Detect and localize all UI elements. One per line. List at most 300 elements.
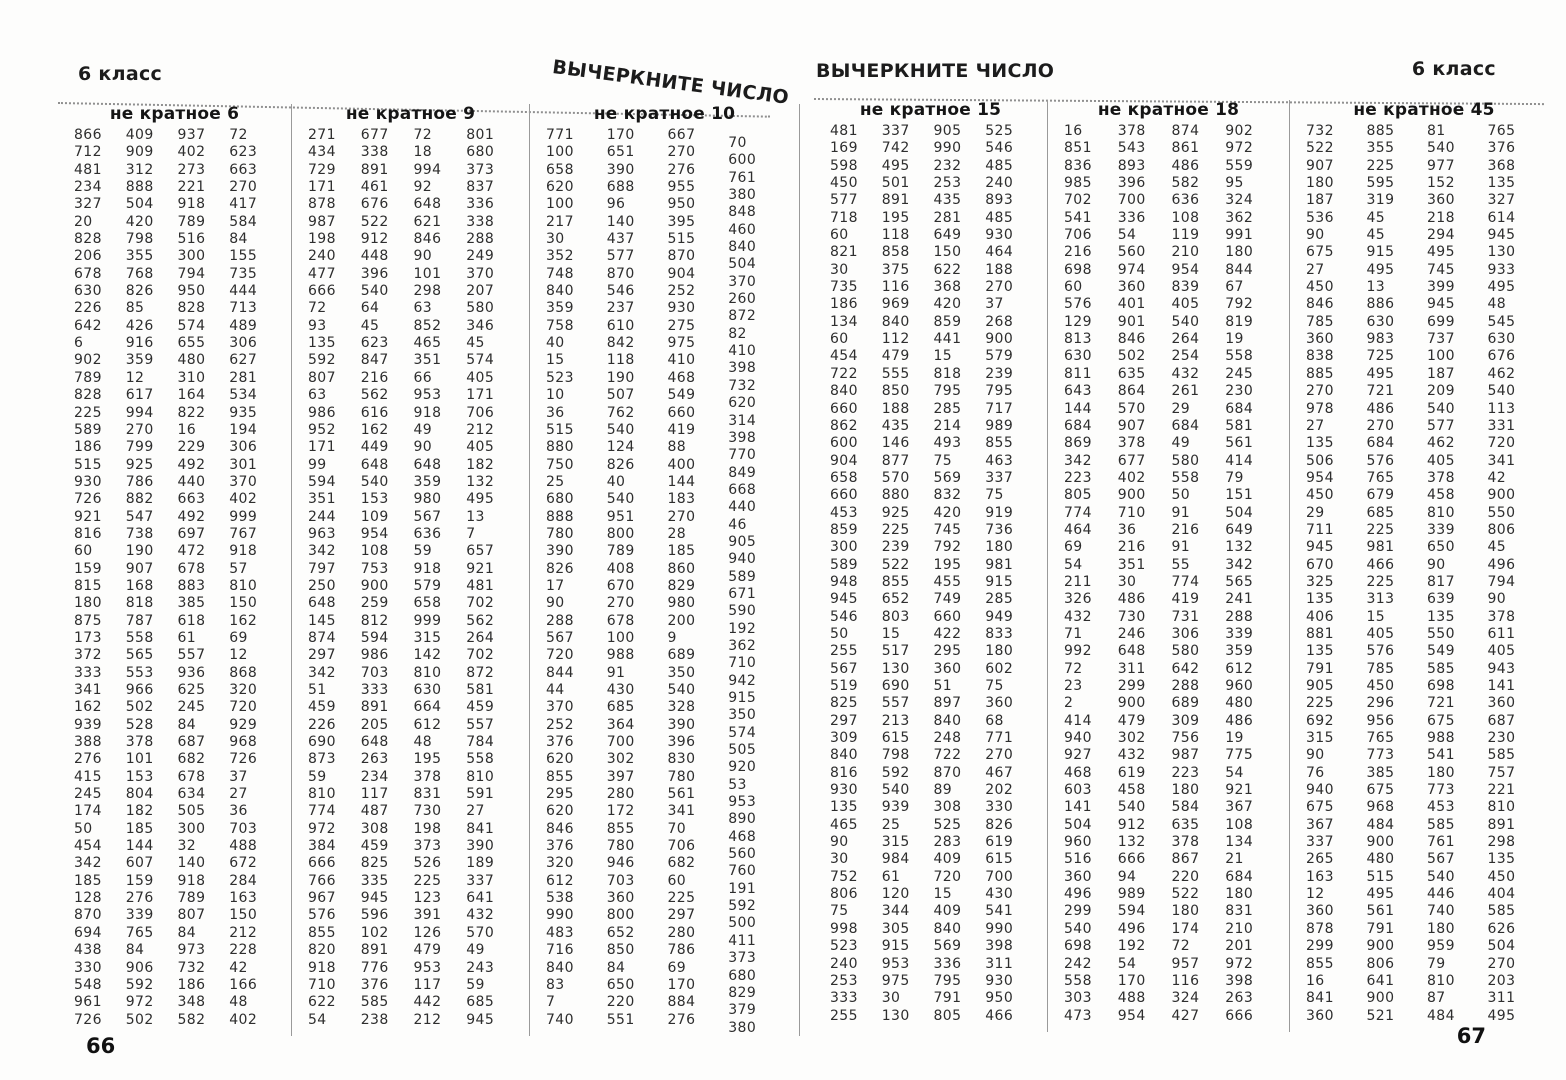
number-cell: 243 [466,959,495,976]
number-cell: 525 [933,816,962,833]
number-cell: 264 [466,629,495,646]
number-cell: 522 [360,213,389,230]
number-cell: 210 [1171,244,1200,261]
number-cell: 270 [985,747,1014,764]
number-cell: 330 [985,799,1014,816]
number-cell: 185 [667,543,696,560]
number-cell: 540 [667,682,696,698]
number-cell: 768 [125,265,154,282]
number-cell: 780 [667,768,696,785]
number-cell: 69 [667,959,687,976]
number-cell: 162 [360,421,389,438]
number-cell: 880 [546,439,574,456]
number-cell: 186 [177,976,206,993]
number-cell: 915 [728,690,757,706]
number-cell: 682 [177,751,206,768]
number-cell: 757 [1487,764,1516,781]
number-cell: 664 [413,699,442,716]
number-cell: 730 [413,803,442,820]
number-cell: 180 [1427,920,1455,937]
number-cell: 904 [667,265,696,282]
number-cell: 515 [74,456,102,473]
number-cell: 30 [546,231,565,248]
number-cell: 506 [1306,452,1334,469]
number-cell: 70 [728,135,747,151]
number-cell: 684 [1064,417,1092,434]
number-cell: 550 [1427,625,1455,642]
number-cell: 342 [1064,452,1092,469]
number-cell: 180 [1225,244,1254,261]
number-cell: 840 [881,313,910,330]
number-cell: 725 [1366,348,1395,365]
number-cell: 337 [1306,834,1334,851]
number-cell: 352 [546,248,574,265]
number-cell: 698 [1427,678,1455,694]
number-cell: 216 [1117,539,1146,556]
number-cell: 774 [1064,504,1092,521]
number-cell: 980 [667,595,696,612]
number-cell: 466 [1366,556,1395,573]
page-number: 66 [86,1034,116,1058]
number-cell: 87 [1427,990,1446,1007]
number-cell: 658 [830,469,858,486]
number-cell: 946 [606,855,635,872]
number-cell: 672 [229,855,258,872]
number-cell: 988 [606,647,635,664]
number-cell: 786 [125,473,154,490]
number-cell: 75 [830,903,849,920]
number-cell: 496 [1487,556,1516,573]
number-cell: 30 [830,851,849,868]
number-cell: 712 [74,144,102,161]
number-cell: 486 [1366,400,1395,417]
number-cell: 83 [546,976,565,993]
number-cell: 752 [830,868,858,885]
number-cell: 480 [177,352,206,369]
number-cell: 59 [413,543,433,560]
number-cell: 639 [1427,591,1455,608]
number-cell: 579 [985,348,1014,365]
number-cell: 900 [1117,487,1146,504]
number-cell: 300 [177,820,206,837]
number-cell: 465 [413,335,442,352]
number-cell: 117 [360,786,389,803]
number-cell: 297 [308,647,336,664]
number-cell: 255 [830,1007,858,1024]
number-cell: 220 [1171,868,1200,885]
number-cell: 915 [881,938,910,955]
number-cell: 327 [1487,192,1516,209]
number-cell: 25 [881,816,901,833]
number-cell: 842 [606,335,635,352]
number-cell: 116 [1171,972,1200,989]
number-cell: 207 [466,283,495,300]
number-cell: 918 [229,543,258,560]
number-cell: 373 [466,161,495,178]
number-cell: 337 [466,872,495,889]
number-cell: 630 [1064,348,1092,365]
number-cell: 829 [728,984,757,1001]
number-cell: 216 [1064,244,1092,261]
number-cell: 339 [125,907,154,924]
number-cell: 866 [74,127,102,143]
number-cell: 930 [74,473,102,490]
number-cell: 650 [606,976,635,993]
number-cell: 678 [606,612,635,629]
number-cell: 574 [177,317,206,334]
number-cell: 936 [177,664,206,681]
number-cell: 255 [830,643,858,660]
number-cell: 945 [360,890,389,907]
number-cell: 577 [830,192,858,209]
number-cell: 453 [830,504,858,521]
number-cell: 828 [74,387,102,404]
number-cell: 360 [1306,1007,1334,1024]
number-cell: 51 [933,678,953,694]
number-cell: 271 [308,127,336,143]
number-cell: 584 [229,213,258,230]
number-cell: 397 [606,768,635,785]
number-cell: 180 [74,595,102,612]
number-cell: 405 [466,369,495,386]
number-cell: 726 [229,751,258,768]
number-cell: 888 [125,179,154,196]
number-cell: 534 [229,387,258,404]
number-cell: 987 [308,213,336,230]
number-cell: 455 [933,573,962,590]
number-cell: 620 [546,179,574,196]
number-cell: 359 [546,300,574,317]
number-cell: 159 [125,872,154,889]
number-cell: 285 [933,400,962,417]
number-cell: 722 [933,747,962,764]
number-cell: 342 [308,543,336,560]
number-cell: 897 [933,695,962,712]
number-cell: 79 [1225,469,1244,486]
number-cell: 216 [360,369,389,386]
number-cell: 648 [360,456,389,473]
number-cell: 163 [1306,868,1334,885]
number-cell: 299 [1064,903,1092,920]
number-cell: 706 [466,404,495,421]
number-cell: 23 [1064,678,1083,694]
number-cell: 810 [466,768,495,785]
number-cell: 980 [413,491,442,508]
number-cell: 388 [74,734,102,751]
number-cell: 878 [1306,920,1334,937]
number-cell: 194 [229,421,258,438]
number-cell: 543 [1117,140,1146,157]
number-cell: 600 [728,152,757,169]
number-cell: 401 [1117,296,1146,313]
number-cell: 623 [360,335,389,352]
number-cell: 795 [933,972,962,989]
number-cell: 558 [466,751,495,768]
number-cell: 390 [466,838,495,855]
number-cell: 174 [1171,920,1200,937]
number-cell: 720 [229,699,258,716]
number-cell: 359 [125,352,154,369]
number-cell: 402 [229,1011,258,1028]
number-cell: 99 [308,456,327,473]
number-cell: 942 [728,672,757,689]
number-cell: 91 [606,664,626,681]
number-cell: 732 [177,959,206,976]
number-cell: 135 [1427,608,1455,625]
number-cell: 972 [1225,140,1254,157]
number-cell: 155 [229,248,258,265]
number-cell: 191 [728,880,757,897]
number-cell: 989 [1117,886,1146,903]
number-cell: 414 [1064,712,1092,729]
number-cell: 270 [667,508,696,525]
number-cell: 945 [1306,539,1334,556]
number-cell: 680 [546,491,574,508]
number-cell: 351 [1117,556,1146,573]
number-cell: 547 [125,508,154,525]
number-cell: 580 [1171,452,1200,469]
number-cell: 252 [667,283,696,300]
number-cell: 852 [413,317,442,334]
number-cell: 549 [1427,643,1455,660]
number-cell: 246 [1117,625,1146,642]
number-cell: 710 [308,976,336,993]
number-cell: 420 [933,296,962,313]
number-cell: 699 [1427,313,1455,330]
number-cell: 761 [728,169,757,186]
number-cell: 15 [933,886,953,903]
number-cell: 957 [1171,955,1200,972]
number-cell: 84 [177,924,197,941]
number-cell: 558 [1225,348,1254,365]
number-cell: 703 [360,664,389,681]
number-cell: 419 [667,421,696,438]
number-cell: 108 [1225,816,1254,833]
number-cell: 765 [125,924,154,941]
number-cell: 905 [1306,678,1334,694]
number-cell: 19 [1225,730,1244,747]
number-cell: 840 [830,383,858,400]
number-cell: 46 [728,516,747,533]
number-cell: 435 [881,417,910,434]
number-cell: 700 [606,734,635,751]
number-cell: 92 [413,179,433,196]
number-cell: 684 [1225,868,1254,885]
number-cell: 515 [546,421,574,438]
number-cell: 450 [1487,868,1516,885]
number-cell: 855 [546,768,574,785]
number-cell: 281 [229,369,258,386]
number-cell: 930 [667,300,696,317]
number-cell: 877 [881,452,910,469]
number-cell: 577 [1427,417,1455,434]
number-cell: 722 [830,365,858,382]
number-cell: 327 [74,196,102,213]
number-cell: 117 [413,976,442,993]
number-cell: 53 [728,776,747,793]
number-cell: 710 [1117,504,1146,521]
number-cell: 390 [667,716,696,733]
number-cell: 201 [1225,938,1254,955]
number-cell: 132 [466,473,495,490]
number-cell: 574 [466,352,495,369]
number-cell: 370 [229,473,258,490]
number-cell: 933 [1487,261,1516,278]
number-cell: 596 [360,907,389,924]
number-cell: 891 [881,192,910,209]
number-cell: 988 [1427,730,1455,747]
number-cell: 540 [606,421,635,438]
number-cell: 765 [1366,469,1395,486]
number-cell: 116 [881,279,910,296]
number-cell: 935 [229,404,258,421]
number-cell: 486 [1117,591,1146,608]
number-cell: 170 [606,127,635,143]
number-cell: 90 [1487,591,1507,608]
number-cell: 40 [606,473,626,490]
number-cell: 336 [466,196,495,213]
number-cell: 302 [606,751,635,768]
number-cell: 338 [466,213,495,230]
number-cell: 516 [177,231,206,248]
table-not-multiple-of-18 [1048,100,1290,1032]
number-cell: 495 [881,157,910,174]
number-cell: 953 [413,959,442,976]
number-cell: 880 [881,487,910,504]
number-cell: 636 [413,525,442,542]
number-cell: 385 [1366,764,1395,781]
number-cell: 101 [125,751,154,768]
number-cell: 718 [830,209,858,226]
number-cell: 462 [1427,435,1455,452]
number-cell: 870 [74,907,102,924]
number-cell: 625 [177,682,206,698]
number-cell: 144 [125,838,154,855]
number-cell: 987 [1171,747,1200,764]
number-cell: 479 [413,942,442,959]
number-cell: 540 [1487,383,1516,400]
number-cell: 973 [177,942,206,959]
number-cell: 610 [606,317,635,334]
number-cell: 234 [74,179,102,196]
number-cell: 567 [1427,851,1455,868]
number-cell: 118 [606,352,635,369]
number-cell: 360 [606,890,635,907]
page-number: 67 [1456,1024,1486,1048]
number-cell: 144 [667,473,696,490]
number-cell: 679 [1366,487,1395,504]
number-cell: 558 [125,629,154,646]
number-cell: 570 [466,924,495,941]
number-cell: 419 [1171,591,1200,608]
number-cell: 50 [830,625,849,642]
number-cell: 27 [466,803,485,820]
number-cell: 678 [177,768,206,785]
number-cell: 489 [229,317,258,334]
number-cell: 69 [229,629,248,646]
number-cell: 621 [413,213,442,230]
number-cell: 375 [881,261,910,278]
number-cell: 765 [1366,730,1395,747]
number-cell: 822 [177,404,206,421]
number-cell: 594 [1117,903,1146,920]
number-cell: 408 [606,560,635,577]
number-cell: 368 [933,279,962,296]
number-cell: 306 [229,335,258,352]
number-cell: 430 [606,682,635,698]
number-cell: 85 [125,300,145,317]
number-cell: 342 [1225,556,1254,573]
number-cell: 200 [667,612,696,629]
number-cell: 260 [728,291,757,308]
number-cell: 153 [125,768,154,785]
number-cell: 385 [177,595,206,612]
number-cell: 816 [830,764,858,781]
number-cell: 299 [1306,938,1334,955]
number-cell: 840 [933,920,962,937]
number-cell: 186 [830,296,858,313]
number-cell: 432 [466,907,495,924]
number-cell: 70 [667,820,687,837]
number-cell: 846 [546,820,574,837]
number-cell: 825 [360,855,389,872]
number-grid [292,125,529,1029]
number-cell: 223 [1064,469,1092,486]
number-cell: 868 [229,664,258,681]
number-cell: 666 [308,283,336,300]
number-cell: 612 [546,872,574,889]
number-cell: 521 [1366,1007,1395,1024]
number-cell: 132 [1117,834,1146,851]
number-cell: 523 [546,369,574,386]
number-cell: 373 [728,950,757,967]
number-cell: 515 [667,231,696,248]
number-cell: 786 [667,942,696,959]
number-cell: 584 [1171,799,1200,816]
number-cell: 226 [308,716,336,733]
number-cell: 685 [466,994,495,1011]
number-cell: 333 [830,990,858,1007]
number-cell: 7 [546,994,556,1011]
number-cell: 977 [1427,157,1455,174]
number-cell: 481 [466,577,495,594]
number-cell: 630 [74,283,102,300]
number-cell: 859 [933,313,962,330]
number-cell: 826 [546,560,574,577]
number-cell: 190 [125,543,154,560]
number-cell: 468 [667,369,696,386]
number-cell: 263 [360,751,389,768]
number-cell: 468 [728,828,757,845]
number-cell: 432 [1171,365,1200,382]
number-cell: 249 [466,248,495,265]
number-cell: 660 [667,404,696,421]
number-cell: 265 [1306,851,1334,868]
number-cell: 648 [360,734,389,751]
number-cell: 367 [1225,799,1254,816]
number-cell: 685 [606,699,635,716]
number-cell: 576 [308,907,336,924]
number-cell: 273 [177,161,206,178]
number-cell: 368 [1487,157,1516,174]
page-67 [806,0,1566,1080]
number-cell: 918 [413,404,442,421]
number-cell: 102 [360,924,389,941]
number-cell: 45 [1487,539,1507,556]
number-cell: 335 [360,872,389,889]
number-cell: 972 [1225,955,1254,972]
number-cell: 379 [728,1002,757,1019]
